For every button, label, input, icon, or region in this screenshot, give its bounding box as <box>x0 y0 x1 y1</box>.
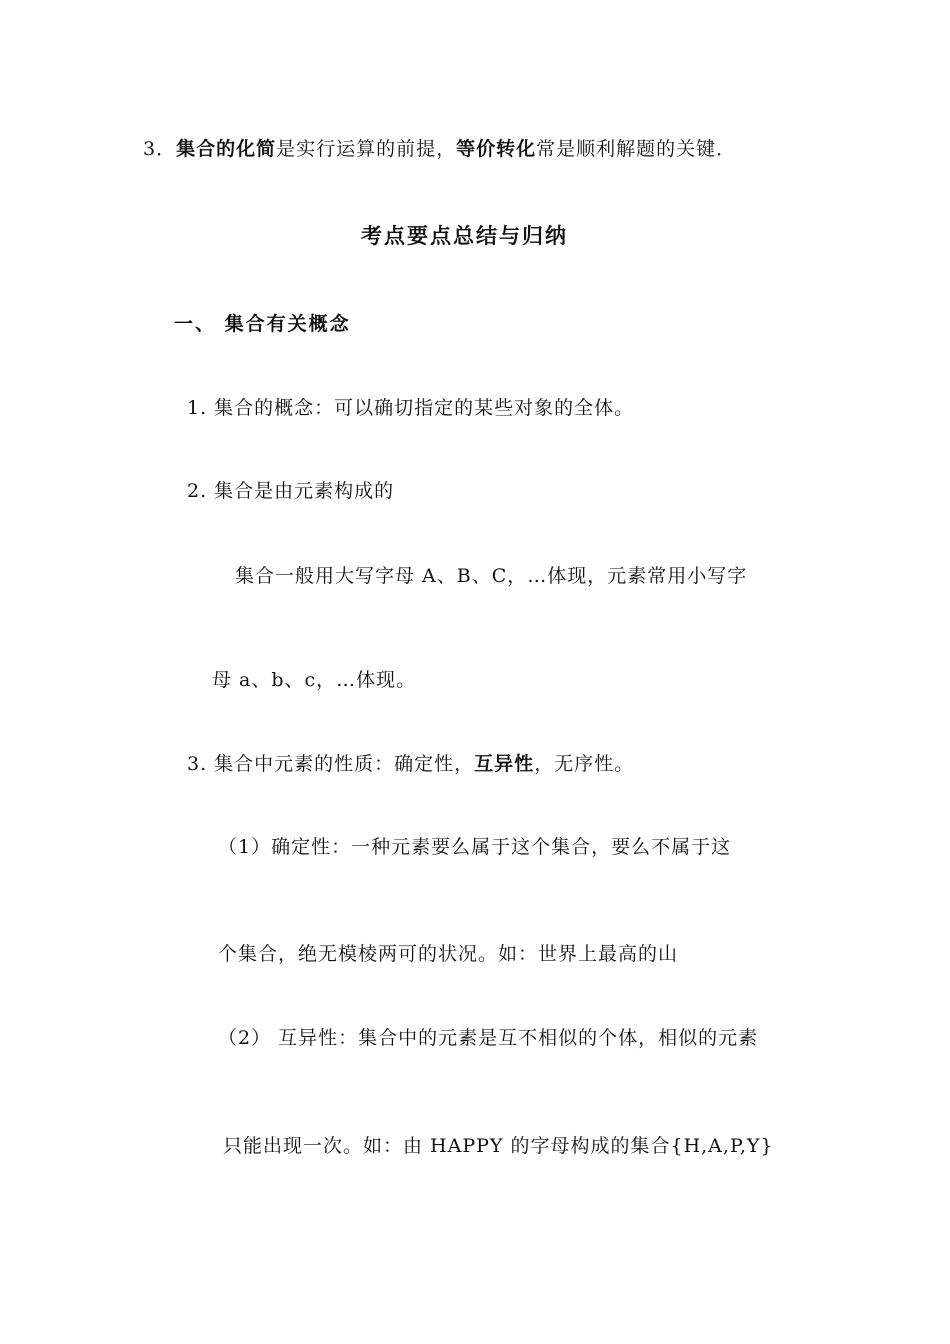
sub-item-2-line1: （2） 互异性：集合中的元素是互不相似的个体，相似的元素 <box>218 1027 759 1049</box>
sub-item-1-line2: 个集合，绝无模棱两可的状况。如：世界上最高的山 <box>218 943 679 965</box>
bold-term-equivalence: 等价转化 <box>456 138 537 160</box>
bold-term-simplify: 集合的化简 <box>176 138 277 160</box>
list-item-3 <box>187 752 634 776</box>
item-number: 3． <box>143 138 177 160</box>
bold-term-distinctness: 互异性 <box>474 753 535 775</box>
text-segment: 是实行运算的前提， <box>276 138 457 160</box>
paragraph-line: 母 a、b、c，…体现。 <box>212 669 417 691</box>
list-item-1: 1. 集合的概念：可以确切指定的某些对象的全体。 <box>187 397 635 419</box>
text-segment: 常是顺利解题的关键． <box>536 138 737 160</box>
page-title: 考点要点总结与归纳 <box>361 223 568 248</box>
text-segment: 3. 集合中元素的性质：确定性， <box>187 753 475 775</box>
section-heading: 一、 集合有关概念 <box>174 313 351 335</box>
paragraph-line: 集合一般用大写字母 A、B、C，…体现，元素常用小写字 <box>235 565 748 587</box>
text-segment: ，无序性。 <box>534 753 635 775</box>
sub-item-2-line2: 只能出现一次。如：由 HAPPY 的字母构成的集合{H,A,P,Y} <box>223 1135 774 1157</box>
paragraph-line-3 <box>143 137 736 161</box>
list-item-2: 2. 集合是由元素构成的 <box>187 480 395 502</box>
sub-item-1-line1: （1）确定性：一种元素要么属于这个集合，要么不属于这 <box>218 836 732 858</box>
